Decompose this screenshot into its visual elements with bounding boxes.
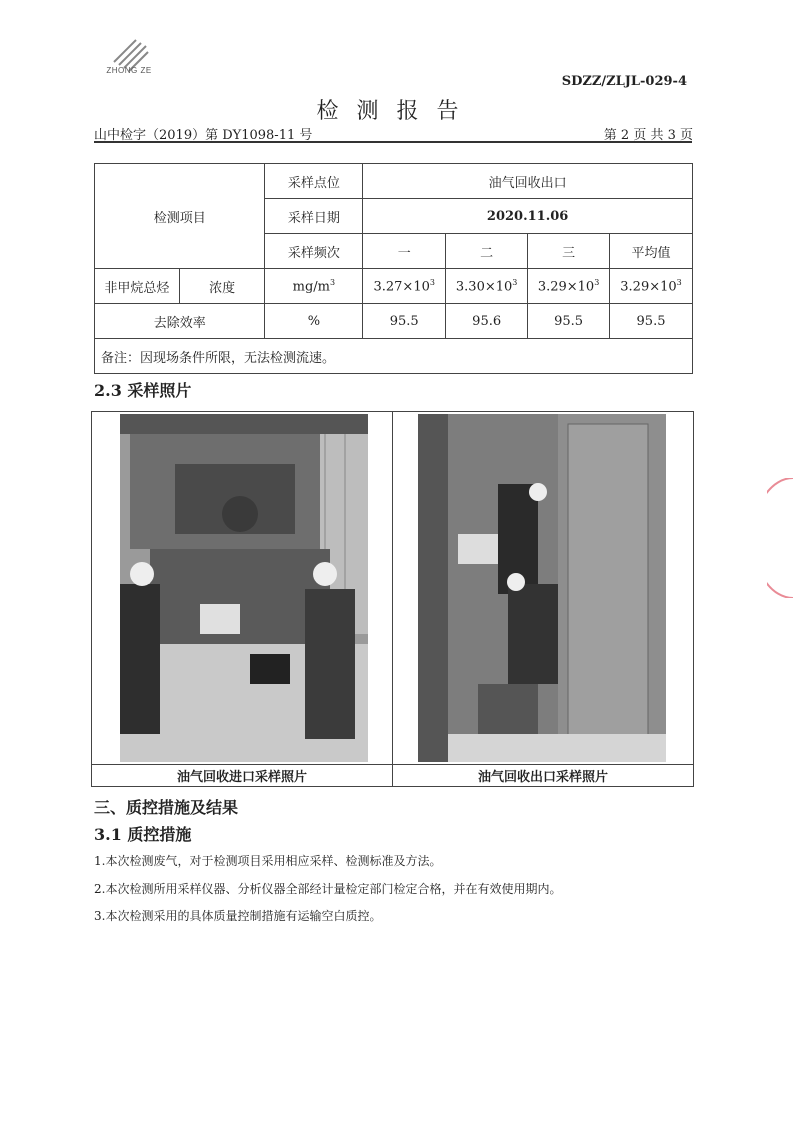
table-row xyxy=(95,269,693,304)
row-value: 95.6 xyxy=(446,304,528,339)
photo-caption: 油气回收出口采样照片 xyxy=(477,770,608,785)
results-table xyxy=(94,163,693,374)
row-value: $3.30\times 10^3$ xyxy=(446,269,528,304)
row-name: 去除效率 xyxy=(95,304,265,339)
freq-1: 一 xyxy=(363,234,446,269)
photo-caption: 油气回收进口采样照片 xyxy=(176,770,307,785)
qc-item: 1.本次检测废气，对于检测项目采用相应采样、检测标准及方法。 xyxy=(94,854,442,868)
freq-avg: 平均值 xyxy=(610,234,693,269)
page-title: 检测报告 xyxy=(316,99,477,124)
document-code: SDZZ/ZLJL-029-4 xyxy=(561,74,687,89)
section-heading-photos: 2.3 采样照片 xyxy=(94,381,192,400)
page-indicator: 第 2 页 共 3 页 xyxy=(603,128,693,143)
row-sub: 浓度 xyxy=(179,269,265,304)
photo-grid xyxy=(91,411,694,787)
grid-divider xyxy=(392,412,393,786)
qc-item: 2.本次检测所用采样仪器、分析仪器全部经计量检定部门检定合格，并在有效使用期内。 xyxy=(94,882,562,896)
row-name: 非甲烷总烃 xyxy=(95,269,180,304)
row-unit: $mg/m^3$ xyxy=(265,269,363,304)
freq-3: 三 xyxy=(528,234,610,269)
row-value: 95.5 xyxy=(363,304,446,339)
item-header: 检测项目 xyxy=(95,164,265,269)
header-divider xyxy=(94,141,692,143)
inlet-sampling-photo xyxy=(120,414,368,762)
row-value: 95.5 xyxy=(610,304,693,339)
row-unit: % xyxy=(265,304,363,339)
table-note: 备注：因现场条件所限，无法检测流速。 xyxy=(95,339,693,374)
grid-divider xyxy=(92,764,693,765)
row-value: $3.27\times 10^3$ xyxy=(363,269,446,304)
report-number: 山中检字（2019）第 DY1098-11 号 xyxy=(94,128,313,143)
row-value: $3.29\times 10^3$ xyxy=(528,269,610,304)
qc-item: 3.本次检测采用的具体质量控制措施有运输空白质控。 xyxy=(94,909,382,923)
freq-label: 采样频次 xyxy=(265,234,363,269)
outlet-sampling-photo xyxy=(418,414,666,762)
logo-text: ZHONG ZE xyxy=(106,66,152,75)
row-value: $3.29\times 10^3$ xyxy=(610,269,693,304)
date-label: 采样日期 xyxy=(265,199,363,234)
row-value: 95.5 xyxy=(528,304,610,339)
date-value: 2020.11.06 xyxy=(363,199,693,234)
red-seal-stamp xyxy=(767,478,793,598)
freq-2: 二 xyxy=(446,234,528,269)
point-value: 油气回收出口 xyxy=(363,164,693,199)
table-row xyxy=(95,304,693,339)
section-heading-qc: 三、质控措施及结果 xyxy=(94,798,239,817)
point-label: 采样点位 xyxy=(265,164,363,199)
subsection-heading-qc-measures: 3.1 质控措施 xyxy=(94,825,192,844)
